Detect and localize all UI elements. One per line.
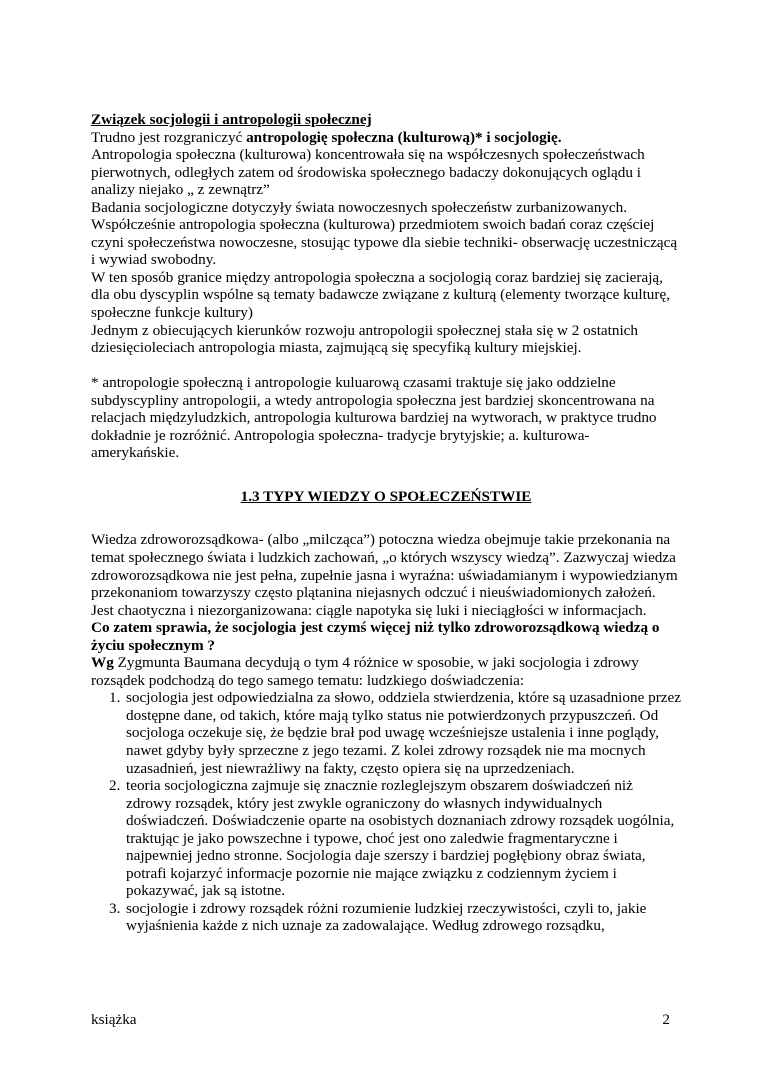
paragraph: Współcześnie antropologia społeczna (kulturowa) przedmiotem swoich badań coraz częściej czyni społeczeństwa nowoczesne, stosując typowe dla siebie techniki- obserwację uczestniczącą i wywiad swobodny.: [91, 216, 678, 269]
paragraph: Wiedza zdroworozsądkowa- (albo „milcząca”) potoczna wiedza obejmuje takie przekonania na temat społecznego świata i ludzkich zachowań, „o których wszyscy wiedzą”. Zazwyczaj wiedza zdroworozsądkowa nie jest pełna, zupełnie jasna i wyraźna: uświadamianym i wypowiedzianym przekonaniom towarzyszy często plątanina niejasnych odczuć i nieuświadomionych założeń. Jest chaotyczna i niezorganizowana: ciągle napotyka się luki i nieciągłości w informacjach.: [91, 531, 678, 619]
intro-bold-text: antropologię społeczna (kulturową)* i socjologię.: [246, 128, 562, 146]
list-item-text: socjologia jest odpowiedzialna za słowo, oddziela stwierdzenia, które są uzasadnione przez dostępne dane, od takich, które mają tylko status nie potwierdzonych przypuszczeń. Od socjologa oczekuje się, że będzie brał pod uwagę wcześniejsze ustalenia i inne poglądy, nawet gdyby były sprzeczne z jego tezami. Z kolei zdrowy rozsądek nie ma mocnych uzasadnień, jest niewrażliwy na fakty, często opiera się na uprzedzeniach.: [126, 689, 681, 777]
footer-label: książka: [91, 1011, 137, 1028]
list-number: 3.: [109, 899, 121, 917]
spacer: [91, 462, 681, 488]
page-content: [91, 111, 681, 935]
numbered-list: [91, 689, 681, 935]
wg-text: Zygmunta Baumana decydują o tym 4 różnice w sposobie, w jaki socjologia i zdrowy rozsądek podchodzą do tego samego tematu: ludzkiego doświadczenia:: [91, 654, 639, 689]
page-number: 2: [662, 1011, 670, 1028]
paragraph: [91, 654, 681, 689]
question-heading: [91, 619, 681, 654]
paragraph: W ten sposób granice między antropologia społeczna a socjologią coraz bardziej się zacierają, dla obu dyscyplin wspólne są tematy badawcze związane z kulturą (elementy tworzące kulturę, społeczne funkcje kultury): [91, 268, 671, 322]
paragraph: Antropologia społeczna (kulturowa) koncentrowała się na współczesnych społeczeństwach pierwotnych, odległych zatem od środowiska społecznego badaczy dokonujących oglądu i analizy niejako „ z zewnątrz”: [91, 146, 645, 199]
list-number: 1.: [109, 689, 121, 707]
section-title: 1.3 TYPY WIEDZY O SPOŁECZEŃSTWIE: [240, 487, 532, 505]
intro-text: Trudno jest rozgraniczyć: [91, 128, 247, 146]
spacer: [91, 505, 681, 531]
footnote: * antropologie społeczną i antropologie kuluarową czasami traktuje się jako oddzielne subdyscypliny antropologii, a wtedy antropologia społeczna jest bardziej skoncentrowana na relacjach międzyludzkich, antropologia kulturowa bardziej na wytworach, w praktyce trudno dokładnie je rozróżnić. Antropologia społeczna- tradycje brytyjskie; a. kulturowa- amerykańskie.: [91, 374, 657, 462]
list-item: [91, 777, 681, 900]
list-number: 2.: [109, 777, 121, 795]
list-item: [91, 900, 681, 935]
list-item-text: socjologie i zdrowy rozsądek różni rozumienie ludzkiej rzeczywistości, czyli to, jakie wyjaśnienia każde z nich uznaje za zadowalające. Według zdrowego rozsądku,: [126, 899, 647, 935]
spacer: [91, 357, 681, 375]
paragraph: Jednym z obiecujących kierunków rozwoju antropologii społecznej stała się w 2 ostatnich dziesięcioleciach antropologia miasta, zajmującą się specyfiką kultury miejskiej.: [91, 321, 639, 357]
section-heading: Związek socjologii i antropologii społecznej: [91, 111, 372, 128]
paragraph: Badania socjologiczne dotyczyły świata nowoczesnych społeczeństw zurbanizowanych.: [91, 198, 628, 216]
list-item-text: teoria socjologiczna zajmuje się znacznie rozleglejszym obszarem doświadczeń niż zdrowy rozsądek, który jest zwykle ograniczony do własnych indywidualnych doświadczeń. Doświadczenie oparte na osobistych doznaniach zdrowy rozsądek uogólnia, traktując je jako powszechne i typowe, choć jest ono zaledwie fragmentaryczne i najpewniej jedno stronne. Socjologia daje szerszy i bardziej pogłębiony obraz świata, potrafi kojarzyć informacje pozornie nie mające związku z codziennym życiem i pokazywać, jak są istotne.: [126, 777, 675, 900]
wg-bold: Wg: [91, 654, 114, 672]
intro-paragraph: [91, 129, 681, 147]
question-text: Co zatem sprawia, że socjologia jest czymś więcej niż tylko zdroworozsądkową wiedzą o życiu społecznym ?: [91, 619, 660, 654]
list-item: [91, 689, 681, 777]
